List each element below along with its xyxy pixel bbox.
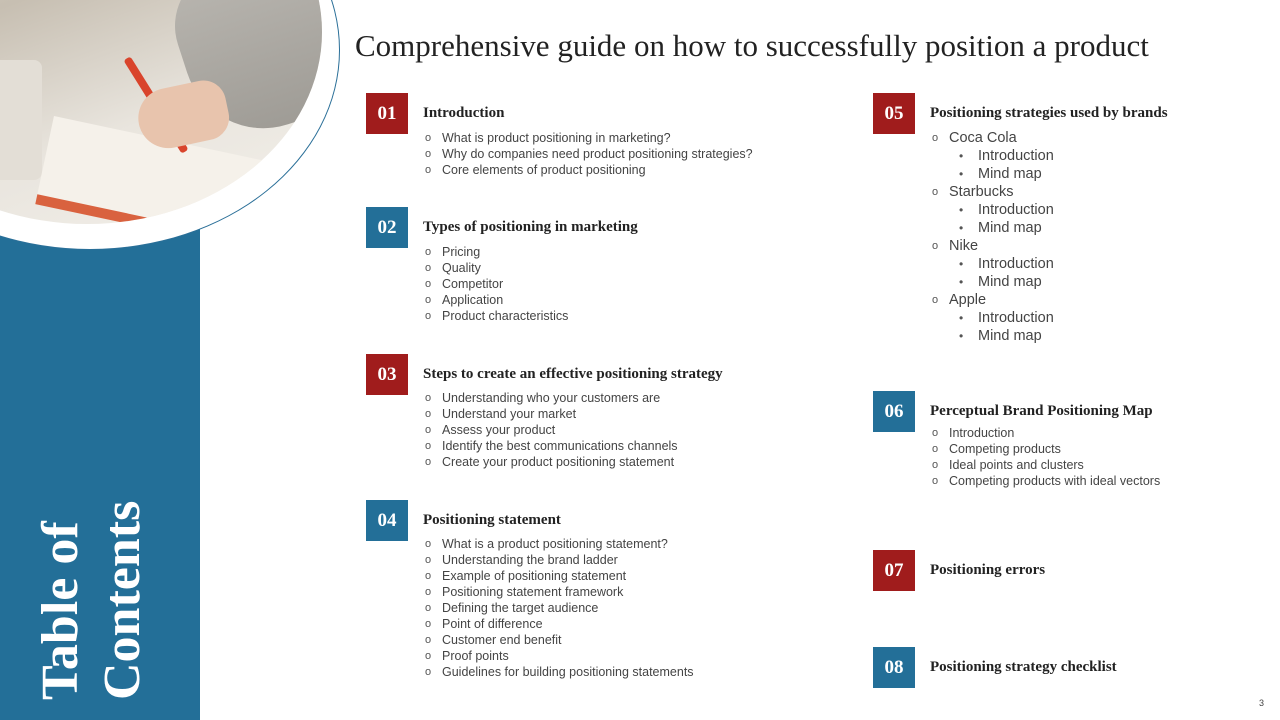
list-item: o What is product positioning in marketing? (423, 130, 753, 146)
brand-name: Nike (949, 238, 979, 254)
section-title[interactable]: Positioning strategies used by brands (930, 105, 1168, 121)
list-item: o Create your product positioning statement (423, 454, 678, 470)
brand-list (930, 129, 1054, 345)
section-title[interactable]: Types of positioning in marketing (423, 219, 638, 235)
section-title[interactable]: Introduction (423, 105, 505, 121)
list-item: o Example of positioning statement (423, 568, 694, 584)
section-title[interactable]: Perceptual Brand Positioning Map (930, 403, 1153, 419)
list-item: o Identify the best communications channels (423, 438, 678, 454)
list-item: o Why do companies need product positioning strategies? (423, 146, 753, 162)
list-item: o Positioning statement framework (423, 584, 694, 600)
brand-item (930, 291, 1054, 345)
sub-item: • Mind map (949, 327, 1054, 345)
side-title-line-2: Contents (94, 500, 151, 700)
section-items (423, 130, 753, 178)
brand-name: Starbucks (949, 184, 1014, 200)
sub-item: • Mind map (949, 273, 1054, 291)
section-number: 05 (873, 93, 915, 134)
list-item: o Application (423, 292, 568, 308)
section-number: 04 (366, 500, 408, 541)
list-item: o Product characteristics (423, 308, 568, 324)
brand-item (930, 183, 1054, 237)
section-title[interactable]: Steps to create an effective positioning strategy (423, 366, 723, 382)
sub-item: • Mind map (949, 165, 1054, 183)
sub-item: • Introduction (949, 201, 1054, 219)
list-item: o Understanding who your customers are (423, 390, 678, 406)
section-items (423, 390, 678, 470)
brand-sub-list (949, 255, 1054, 291)
list-item: o What is a product positioning statement? (423, 536, 694, 552)
section-items (423, 536, 694, 680)
brand-name: Coca Cola (949, 130, 1017, 146)
page-title: Comprehensive guide on how to successfully position a product (355, 28, 1149, 63)
section-number: 03 (366, 354, 408, 395)
list-item: o Introduction (930, 425, 1160, 441)
brand-item (930, 129, 1054, 183)
section-number: 06 (873, 391, 915, 432)
list-item: o Customer end benefit (423, 632, 694, 648)
list-item: o Pricing (423, 244, 568, 260)
list-item: o Quality (423, 260, 568, 276)
section-title[interactable]: Positioning statement (423, 512, 561, 528)
section-title[interactable]: Positioning strategy checklist (930, 659, 1117, 675)
list-item: o Competing products with ideal vectors (930, 473, 1160, 489)
brand-name: Apple (949, 292, 987, 308)
brand-sub-list (949, 147, 1054, 183)
list-item: o Core elements of product positioning (423, 162, 753, 178)
list-item: o Ideal points and clusters (930, 457, 1160, 473)
section-number: 07 (873, 550, 915, 591)
brand-sub-list (949, 309, 1054, 345)
list-item: o Proof points (423, 648, 694, 664)
section-items (423, 244, 568, 324)
section-number: 08 (873, 647, 915, 688)
list-item: o Understand your market (423, 406, 678, 422)
sub-item: • Mind map (949, 219, 1054, 237)
brand-sub-list (949, 201, 1054, 237)
section-items (930, 425, 1160, 489)
section-number: 01 (366, 93, 408, 134)
side-title (30, 501, 154, 700)
brand-item (930, 237, 1054, 291)
sub-item: • Introduction (949, 255, 1054, 273)
list-item: o Understanding the brand ladder (423, 552, 694, 568)
sub-item: • Introduction (949, 147, 1054, 165)
section-title[interactable]: Positioning errors (930, 562, 1046, 578)
photo-cup (0, 60, 42, 180)
writing-photo (0, 0, 322, 224)
section-number: 02 (366, 207, 408, 248)
list-item: o Competitor (423, 276, 568, 292)
list-item: o Competing products (930, 441, 1160, 457)
list-item: o Assess your product (423, 422, 678, 438)
sub-item: • Introduction (949, 309, 1054, 327)
side-title-line-1: Table of (32, 521, 89, 700)
list-item: o Point of difference (423, 616, 694, 632)
list-item: o Guidelines for building positioning statements (423, 664, 694, 680)
list-item: o Defining the target audience (423, 600, 694, 616)
page-number: 3 (1258, 698, 1264, 708)
